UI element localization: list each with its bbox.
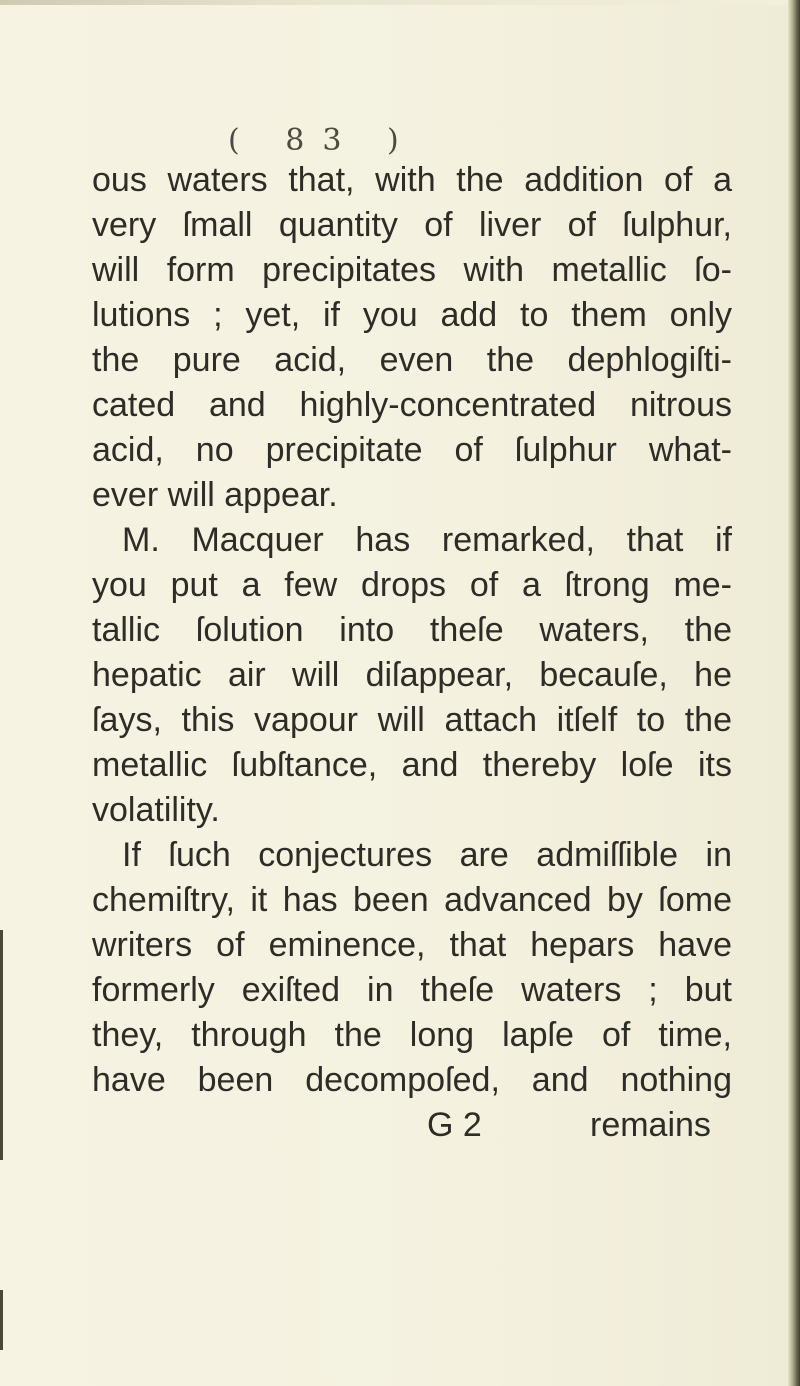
- text-line: cated and highly-concentrated nitrous: [92, 386, 732, 424]
- text-line: If ſuch conjectures are admiſſible in: [122, 836, 732, 874]
- text-line: you put a few drops of a ſtrong me-: [92, 566, 732, 604]
- page-number: ( 83 ): [228, 123, 417, 158]
- text-line: writers of eminence, that hepars have: [92, 926, 732, 964]
- text-line: they, through the long lapſe of time,: [92, 1016, 732, 1054]
- text-line: volatility.: [92, 791, 220, 829]
- text-line: chemiſtry, it has been advanced by ſome: [92, 881, 732, 919]
- signature-mark: G 2: [427, 1106, 482, 1144]
- text-line: tallic ſolution into theſe waters, the: [92, 611, 732, 649]
- text-line: acid, no precipitate of ſulphur what-: [92, 431, 732, 469]
- page-footer: [0, 1103, 800, 1147]
- text-line: metallic ſubſtance, and thereby loſe its: [92, 746, 732, 784]
- text-line: ever will appear.: [92, 476, 338, 514]
- text-line: ous waters that, with the addition of a: [92, 161, 732, 199]
- text-line: have been decompoſed, and nothing: [92, 1061, 732, 1099]
- text-line: hepatic air will diſappear, becauſe, he: [92, 656, 732, 694]
- text-line: formerly exiſted in theſe waters ; but: [92, 971, 732, 1009]
- text-line: the pure acid, even the dephlogiſti-: [92, 341, 732, 379]
- text-line: M. Macquer has remarked, that if: [122, 521, 732, 559]
- text-line: very ſmall quantity of liver of ſulphur,: [92, 206, 732, 244]
- text-line: will form precipitates with metallic ſo-: [92, 251, 732, 289]
- text-line: ſays, this vapour will attach itſelf to the: [92, 701, 732, 739]
- catchword: remains: [590, 1106, 711, 1144]
- text-line: lutions ; yet, if you add to them only: [92, 296, 732, 334]
